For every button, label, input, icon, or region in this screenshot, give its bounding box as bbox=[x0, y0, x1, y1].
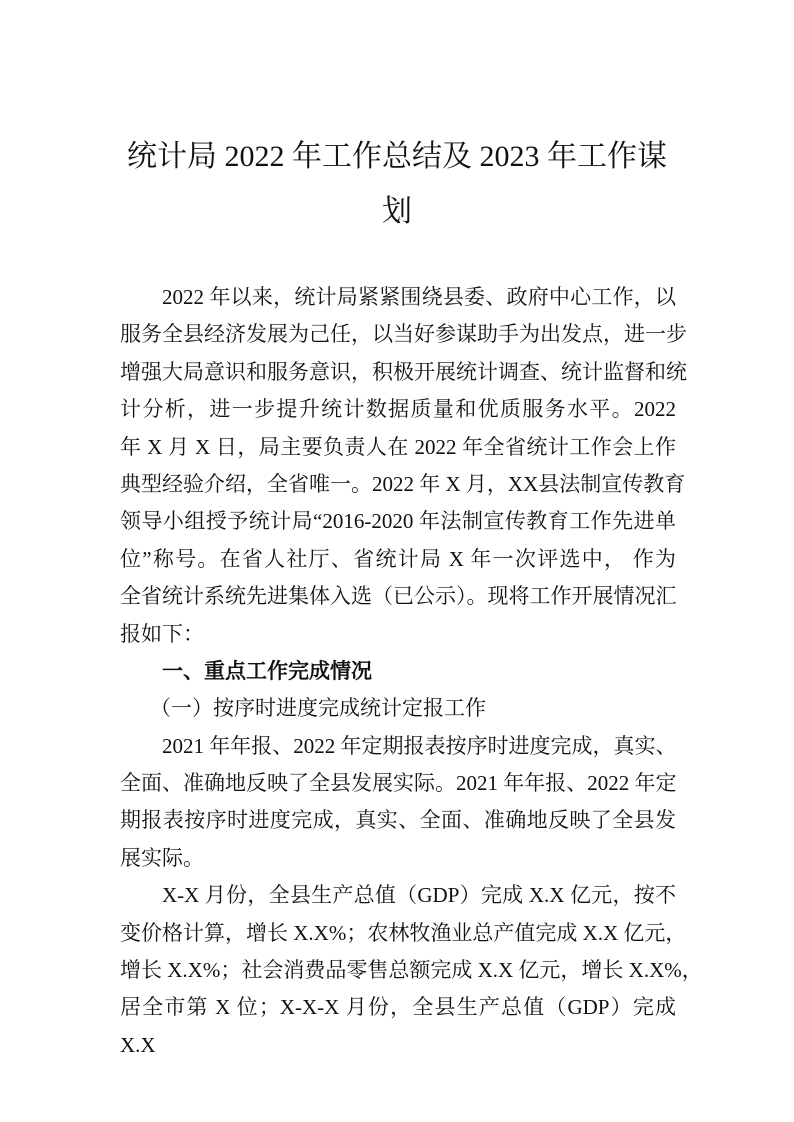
document-title-line-2: 划 bbox=[382, 195, 412, 228]
document-title-line-1: 统计局 2022 年工作总结及 2023 年工作谋 bbox=[127, 140, 667, 173]
document-body bbox=[120, 279, 703, 1064]
text-line: 2022 年以来，统计局紧紧围绕县委、政府中心工作，以 bbox=[162, 285, 676, 309]
text-line: 展实际。 bbox=[120, 845, 204, 870]
section-heading bbox=[120, 653, 676, 690]
text-line: 位”称号。在省人社厅、省统计局 X 年一次评选中， 作为 bbox=[120, 546, 676, 571]
subsection-heading bbox=[120, 690, 676, 727]
paragraph bbox=[120, 877, 703, 1064]
text-line: 期报表按序时进度完成，真实、全面、准确地反映了全县发 bbox=[120, 808, 676, 833]
paragraph bbox=[120, 728, 676, 878]
text-line: 增长 X.X%；社会消费品零售总额完成 X.X 亿元，增长 X.X%， bbox=[120, 958, 703, 983]
text-line: （一）按序时进度完成统计定报工作 bbox=[150, 696, 486, 721]
text-line: 变价格计算，增长 X.X%；农林牧渔业总产值完成 X.X 亿元， bbox=[120, 920, 687, 945]
text-line: X.X bbox=[120, 1032, 156, 1057]
text-line: 2021 年年报、2022 年定期报表按序时进度完成，真实、 bbox=[162, 733, 677, 758]
text-line: X-X 月份，全县生产总值（GDP）完成 X.X 亿元，按不 bbox=[162, 883, 676, 908]
text-line: 全省统计系统先进集体入选（已公示）。现将工作开展情况汇 bbox=[120, 584, 677, 609]
text-line: 增强大局意识和服务意识，积极开展统计调查、统计监督和统 bbox=[120, 359, 687, 384]
text-line: 报如下： bbox=[120, 621, 204, 646]
text-line: 服务全县经济发展为己任，以当好参谋助手为出发点，进一步 bbox=[120, 322, 687, 347]
paragraph bbox=[120, 279, 687, 653]
text-line: 计分析，进一步提升统计数据质量和优质服务水平。2022 bbox=[120, 397, 676, 422]
text-line: 典型经验介绍，全省唯一。2022 年 X 月，XX县法制宣传教育 bbox=[120, 471, 686, 496]
text-line: 领导小组授予统计局“2016-2020 年法制宣传教育工作先进单 bbox=[120, 509, 676, 534]
text-line: 全面、准确地反映了全县发展实际。2021 年年报、2022 年定 bbox=[120, 771, 677, 796]
text-line: 居全市第 X 位；X-X-X 月份，全县生产总值（GDP）完成 bbox=[120, 995, 676, 1020]
text-line: 年 X 月 X 日，局主要负责人在 2022 年全省统计工作会上作 bbox=[120, 434, 676, 459]
text-line: 一、重点工作完成情况 bbox=[162, 658, 372, 683]
